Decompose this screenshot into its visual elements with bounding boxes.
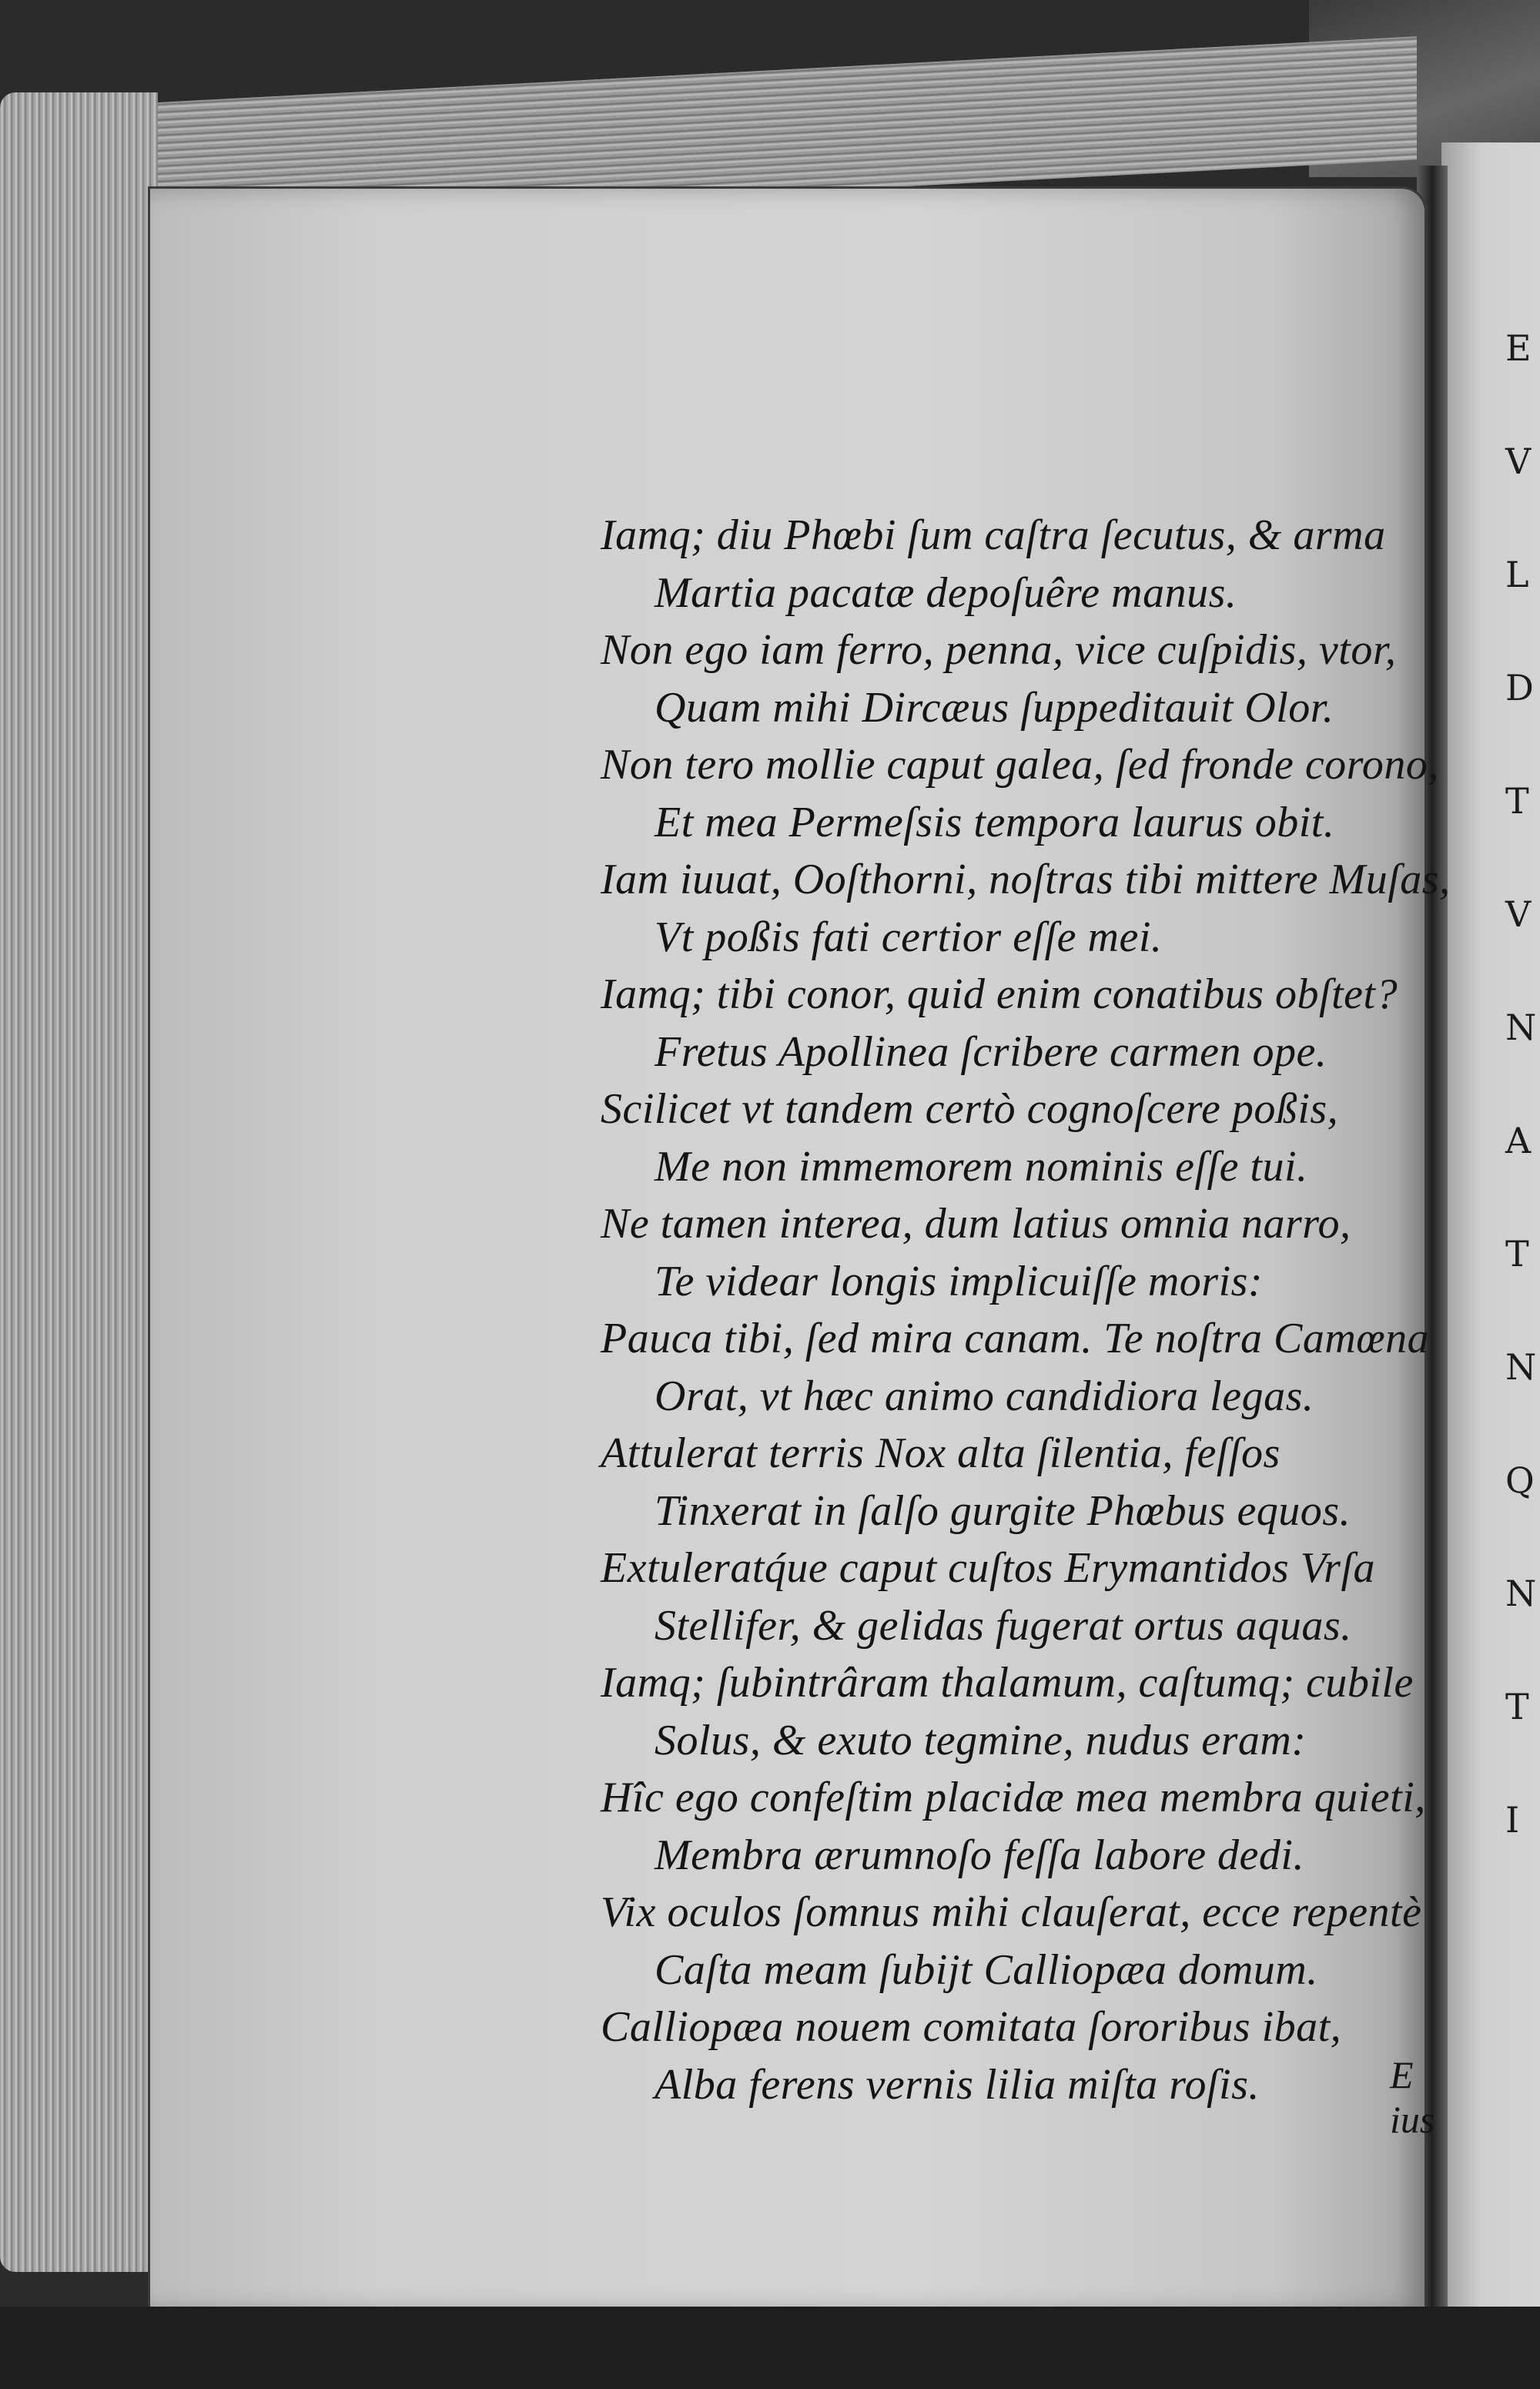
verso-page (150, 189, 1451, 2310)
background-band (0, 2307, 1540, 2389)
poem-line: Alba ferens vernis lilia miſta roſis. (654, 2060, 1260, 2109)
poem-line: Caſta meam ſubijt Calliopæa domum. (654, 1945, 1318, 1994)
poem-line: Iam iuuat, Ooſthorni, noſtras tibi mittere Muſas, (601, 856, 1451, 903)
poem-line: Tinxerat in ſalſo gurgite Phœbus equos. (654, 1486, 1351, 1535)
poem-line: Stellifer, & gelidas fugerat ortus aquas. (654, 1601, 1352, 1650)
poem-line: Et mea Permeſsis tempora laurus obit. (654, 798, 1335, 846)
facing-page (1441, 142, 1540, 2322)
poem-line: Non ego iam ferro, penna, vice cuſpidis, vtor, (601, 626, 1397, 674)
poem-line: Orat, vt hæc animo candidiora legas. (654, 1372, 1314, 1420)
poem-line: Iamq; ſubintrâram thalamum, caſtumq; cubile (601, 1659, 1414, 1707)
facing-page-letter: N (1505, 1573, 1537, 1614)
facing-page-letter: D (1505, 667, 1534, 709)
poem-line: Non tero mollie caput galea, ſed fronde corono, (601, 741, 1439, 789)
poem-line: Iamq; tibi conor, quid enim conatibus obſtet? (601, 970, 1398, 1018)
poem-line: Te videar longis implicuiſſe moris: (654, 1257, 1264, 1305)
facing-page-letter: I (1505, 1799, 1520, 1841)
facing-page-letter: N (1505, 1346, 1537, 1388)
poem-line: Vix oculos ſomnus mihi clauſerat, ecce repentè (601, 1888, 1422, 1936)
facing-page-letter: V (1505, 893, 1532, 935)
poem-line: Membra ærumnoſo feſſa labore dedi. (654, 1831, 1304, 1879)
facing-page-letter: T (1505, 780, 1529, 822)
poem-line: Ne tamen interea, dum latius omnia narro, (601, 1200, 1351, 1248)
poem-line: Hîc ego confeſtim placidæ mea membra quieti, (601, 1774, 1426, 1821)
poem-line: Extuleratq́ue caput cuſtos Erymantidos Vrſa (601, 1544, 1376, 1592)
facing-page-letter: V (1505, 441, 1532, 482)
poem-line: Pauca tibi, ſed mira canam. Te noſtra Camœna (601, 1315, 1430, 1362)
catchword: E ius (1390, 2053, 1435, 2141)
facing-page-letter: L (1505, 554, 1529, 595)
poem-line: Martia pacatæ depoſuêre manus. (654, 568, 1237, 617)
facing-page-letter: E (1505, 327, 1532, 369)
facing-page-letter: Q (1505, 1459, 1535, 1501)
page-edges-left (0, 92, 158, 2272)
facing-page-letter: N (1505, 1007, 1537, 1048)
poem-line: Me non immemorem nominis eſſe tui. (654, 1142, 1308, 1191)
poem-line: Fretus Apollinea ſcribere carmen ope. (654, 1027, 1327, 1076)
poem-line: Attulerat terris Nox alta ſilentia, feſſos (601, 1429, 1281, 1477)
poem-line: Vt poßis fati certior eſſe mei. (654, 913, 1163, 961)
facing-page-letter: T (1505, 1686, 1529, 1727)
poem-line: Solus, & exuto tegmine, nudus eram: (654, 1716, 1307, 1764)
facing-page-letter: A (1505, 1120, 1532, 1161)
poem-line: Calliopæa nouem comitata ſororibus ibat, (601, 2003, 1342, 2051)
facing-page-letter: T (1505, 1233, 1529, 1275)
poem-line: Scilicet vt tandem certò cognoſcere poßis, (601, 1085, 1339, 1133)
poem-line: Iamq; diu Phœbi ſum caſtra ſecutus, & arma (601, 511, 1386, 559)
poem-line: Quam mihi Dircæus ſuppeditauit Olor. (654, 683, 1334, 732)
